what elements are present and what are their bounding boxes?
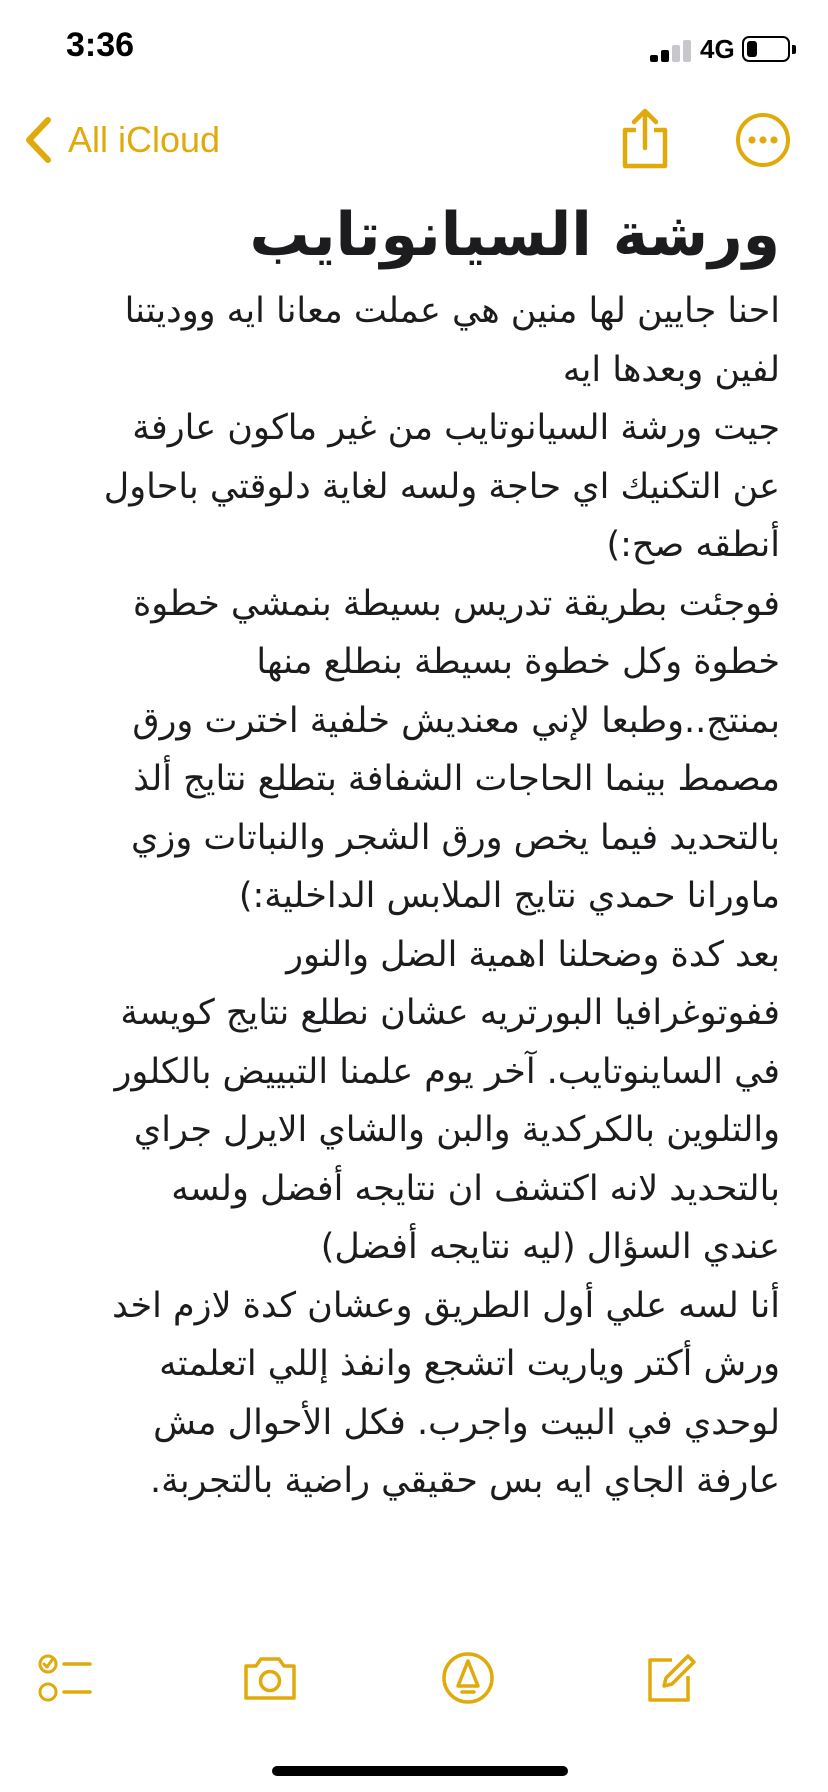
more-icon[interactable] <box>734 111 792 169</box>
navigation-bar <box>0 100 828 180</box>
note-line[interactable]: ماورانا حمدي نتايج الملابس الداخلية:) <box>238 876 780 916</box>
note-line[interactable]: والتلوين بالكركدية والبن والشاي الايرل جراي <box>133 1110 780 1150</box>
camera-icon[interactable] <box>240 1648 300 1708</box>
battery-icon <box>742 36 790 62</box>
note-line[interactable]: ففوتوغرافيا البورتريه عشان نطلع نتايج كويسة <box>120 993 780 1033</box>
note-line[interactable]: أنطقه صح:) <box>606 525 780 565</box>
note-line[interactable]: مصمط بينما الحاجات الشفافة بتطلع نتايج ألذ <box>133 759 780 799</box>
note-title[interactable]: ورشة السيانوتايب <box>249 200 780 270</box>
network-type: 4G <box>700 34 735 64</box>
status-bar <box>0 0 828 100</box>
home-indicator <box>272 1766 568 1776</box>
note-line[interactable]: احنا جايين لها منين هي عملت معانا ايه ووديتنا <box>124 291 780 331</box>
back-button-label: All iCloud <box>68 119 221 160</box>
note-line[interactable]: عندي السؤال (ليه نتايجه أفضل) <box>320 1227 780 1267</box>
note-line[interactable]: لفين وبعدها ايه <box>562 349 780 390</box>
note-line[interactable]: فوجئت بطريقة تدريس بسيطة بنمشي خطوة <box>132 583 780 624</box>
back-button[interactable] <box>22 112 220 168</box>
markup-pen-icon[interactable] <box>438 1648 498 1708</box>
cellular-signal-icon <box>650 38 694 62</box>
note-line[interactable]: أنا لسه علي أول الطريق وعشان كدة لازم اخد <box>112 1285 780 1326</box>
share-icon[interactable] <box>616 108 674 170</box>
note-content[interactable] <box>50 190 780 1511</box>
note-line[interactable]: بالتحديد فيما يخص ورق الشجر والنباتات وزي <box>131 817 780 858</box>
note-line[interactable]: لوحدي في البيت واجرب. فكل الأحوال مش <box>153 1402 780 1443</box>
note-line[interactable]: عن التكنيك اي حاجة ولسه لغاية دلوقتي باحاول <box>103 466 780 507</box>
signal-bar <box>650 55 658 62</box>
battery-level-fill <box>747 41 757 57</box>
bottom-toolbar <box>0 1640 828 1720</box>
note-body[interactable] <box>50 282 780 1511</box>
note-line[interactable]: ورش أكتر وياريت اتشجع وانفذ إللي اتعلمته <box>159 1344 780 1384</box>
chevron-left-icon <box>22 114 54 166</box>
signal-bar <box>683 40 691 62</box>
signal-bar <box>672 45 680 62</box>
status-time: 3:36 <box>66 26 135 64</box>
note-line[interactable]: بعد كدة وضحلنا اهمية الضل والنور <box>286 934 780 975</box>
note-line[interactable]: بالتحديد لانه اكتشف ان نتايجه أفضل ولسه <box>171 1168 780 1209</box>
note-line[interactable]: خطوة وكل خطوة بسيطة بنطلع منها <box>256 642 780 682</box>
compose-icon[interactable] <box>640 1648 700 1708</box>
note-line[interactable]: عارفة الجاي ايه بس حقيقي راضية بالتجربة. <box>150 1461 780 1501</box>
signal-bar <box>661 50 669 62</box>
checklist-icon[interactable] <box>36 1648 96 1708</box>
note-line[interactable]: بمنتج..وطبعا لإني معنديش خلفية اخترت ورق <box>132 700 780 741</box>
note-line[interactable]: في الساينوتايب. آخر يوم علمنا التبييض بالكلور <box>114 1051 780 1092</box>
note-line[interactable]: جيت ورشة السيانوتايب من غير ماكون عارفة <box>132 408 780 448</box>
